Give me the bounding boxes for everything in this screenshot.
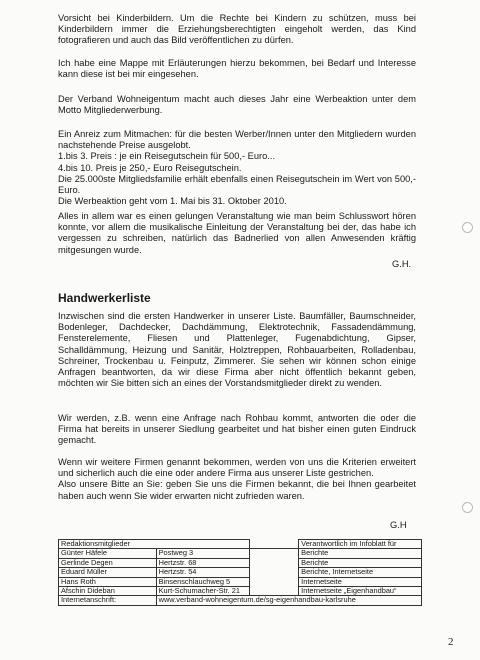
internet-url[interactable]: www.verband-wohneigentum.de/sg-eigenhandbau-karlsruhe bbox=[156, 596, 421, 605]
member-address: Kurt-Schumacher-Str. 21 bbox=[156, 587, 249, 596]
paragraph-kinderbilder: Vorsicht bei Kinderbildern. Um die Rechte bei Kindern zu schützen, muss bei Kinderbildern immer die Erziehungsberechtigten eingeholt werden, das Kind fotografieren und auch das Bild veröffentlichen zu dürfen. bbox=[58, 13, 416, 46]
table-header-row bbox=[59, 540, 422, 549]
table-row bbox=[59, 549, 422, 558]
member-name: Gerlinde Degen bbox=[59, 558, 157, 567]
member-role: Internetseite „Eigenhandbau“ bbox=[299, 587, 422, 596]
section-heading-handwerkerliste: Handwerkerliste bbox=[58, 291, 151, 305]
internet-row bbox=[59, 596, 422, 605]
paragraph-bitte bbox=[58, 457, 416, 502]
header-verantwortlich: Verantwortlich im Infoblatt für bbox=[299, 540, 422, 549]
member-address: Hertzstr. 54 bbox=[156, 568, 249, 577]
table-row bbox=[59, 558, 422, 567]
header-redaktionsmitglieder: Redaktionsmitglieder bbox=[59, 540, 250, 549]
member-role: Internetseite bbox=[299, 577, 422, 586]
member-name: Günter Häfele bbox=[59, 549, 157, 558]
member-role: Berichte bbox=[299, 558, 422, 567]
signature-1: G.H. bbox=[392, 259, 412, 269]
preise-line-2: 4.bis 10. Preis je 250,- Euro Reisegutschein. bbox=[58, 162, 242, 173]
preise-line-3: Die 25.000ste Mitgliedsfamilie erhält ebenfalls einen Reisegutschein im Wert von 500,- Euro. bbox=[58, 173, 416, 196]
table-row bbox=[59, 587, 422, 596]
member-name: Hans Roth bbox=[59, 577, 157, 586]
editorial-team-table bbox=[58, 539, 422, 606]
member-address: Binsenschlauchweg 5 bbox=[156, 577, 249, 586]
paragraph-rohbau: Wir werden, z.B. wenn eine Anfrage nach Rohbau kommt, antworten die oder die Firma hat bereits in unserer Siedlung gearbeitet und hat bisher einen guten Eindruck gemacht. bbox=[58, 413, 416, 446]
page-number: 2 bbox=[448, 636, 454, 648]
header-gap bbox=[249, 540, 299, 549]
table-row bbox=[59, 577, 422, 586]
member-address: Hertzstr. 68 bbox=[156, 558, 249, 567]
member-role: Berichte, Internetseite bbox=[299, 568, 422, 577]
bitte-line-1: Wenn wir weitere Firmen genannt bekommen, werden von uns die Kriterien erweitert und sicherlich auch die eine oder andere Firma aus unserer Liste gestrichen. bbox=[58, 457, 416, 479]
internet-label: Internetanschrift: bbox=[59, 596, 157, 605]
table-row bbox=[59, 568, 422, 577]
paragraph-mappe: Ich habe eine Mappe mit Erläuterungen hierzu bekommen, bei Bedarf und Interesse kann diese ist bei mir eingesehen. bbox=[58, 58, 416, 80]
signature-2: G.H bbox=[390, 520, 407, 530]
bitte-line-2: Also unsere Bitte an Sie: geben Sie uns die Firmen bekannt, die bei Ihnen gearbeitet haben auch wenn Sie wider erwarten nicht zufrieden waren. bbox=[58, 479, 416, 501]
member-role: Berichte bbox=[299, 549, 422, 558]
paragraph-handwerker: Inzwischen sind die ersten Handwerker in unserer Liste. Baumfäller, Baumschneider, Bodenleger, Dachdecker, Dachdämmung, Elektrotechnik, Fassadendämmung, Fensterelemente, Fliesen und Plattenleger, Fugenabdichtung, Gipser, Schalldämmung, Heizung und Sanitär, Holztreppen, Rohbauarbeiten, Rolladenbau, Schreiner, Trockenbau u. Feinputz, Zimmerer. Sie sehen wir können schon einige Anfragen beantworten, da wir diese Firma aber nicht öffentlich bekannt geben, möchten wir Sie bitten sich an eines der Vorstandsmitglieder direkt zu wenden. bbox=[58, 311, 416, 389]
preise-line-4: Die Werbeaktion geht vom 1. Mai bis 31. Oktober 2010. bbox=[58, 196, 287, 207]
paragraph-preise bbox=[58, 129, 416, 207]
punch-hole-bottom bbox=[462, 502, 473, 513]
preise-line-1: 1.bis 3. Preis : je ein Reisegutschein für 500,- Euro... bbox=[58, 151, 276, 162]
punch-hole-top bbox=[462, 222, 473, 233]
member-address: Postweg 3 bbox=[156, 549, 249, 558]
paragraph-veranstaltung: Alles in allem war es einen gelungen Veranstaltung wie man beim Schlusswort hören konnte, vor allem die musikalische Einleitung der Veranstaltung bei der, das habe ich vergessen zu schreiben, natürlich das Badnerlied von allen Anwesenden kräftig mitgesungen wurde. bbox=[58, 211, 416, 255]
preise-intro: Ein Anreiz zum Mitmachen: für die besten Werber/Innen unter den Mitgliedern wurden nachstehende Preise ausgelobt. bbox=[58, 129, 416, 151]
member-name: Eduard Müller bbox=[59, 568, 157, 577]
paragraph-werbeaktion: Der Verband Wohneigentum macht auch dieses Jahr eine Werbeaktion unter dem Motto Mitgliederwerbung. bbox=[58, 94, 416, 116]
member-name: Afschin Dideban bbox=[59, 587, 157, 596]
